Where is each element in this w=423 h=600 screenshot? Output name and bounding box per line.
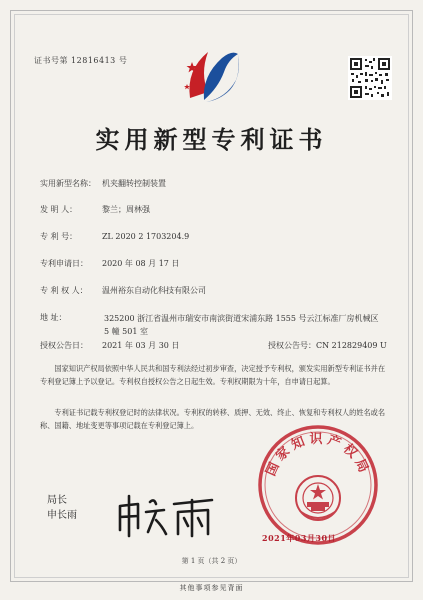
legal-status-paragraph: 专利证书记载专利权登记时的法律状况。专利权的转移、质押、无效、终止、恢复和专利权人的姓名或名称、国籍、地址变更等事项记载在专利登记簿上。 [40,408,386,430]
handwritten-signature [112,490,222,540]
official-seal [253,420,383,550]
cnipa-logo-icon [178,40,244,106]
inventor-row: 发 明 人： 黎兰；周林强 [40,205,150,214]
signatory-name: 申长雨 [47,510,77,521]
page-number: 第 1 页（共 2 页） [181,557,242,565]
signatory-title: 局长 [47,495,67,506]
qr-code-icon [348,56,392,100]
grant-statement-paragraph: 国家知识产权局依照中华人民共和国专利法经过初步审查，决定授予专利权，颁发实用新型专利证书并在专利登记簿上予以登记。专利权自授权公告之日起生效。专利权期限为十年，自申请日起算。 [40,364,386,386]
filing-date-row: 专利申请日： 2020 年 08 月 17 日 [40,259,180,268]
footer-note: 其他事项参见背面 [179,584,244,592]
national-emblem-icon [296,476,340,520]
patent-number-row: 专 利 号： ZL 2020 2 1703204.9 [40,232,190,241]
patent-holder-row: 专 利 权 人： 温州裕东自动化科技有限公司 [40,286,206,295]
utility-model-name-row: 实用新型名称： 机夹翻转控制装置 [40,179,166,188]
announcement-number-row: 授权公告号：CN 212829409 U [268,341,387,350]
announcement-date-row: 授权公告日： 2021 年 03 月 30 日 [40,341,180,350]
certificate-number: 证书号第 12816413 号 [34,56,128,65]
seal-text: 国家知识产权局 [263,432,373,479]
signatory-block [47,493,77,523]
svg-text:国家知识产权局 [263,431,373,478]
certificate-title: 实用新型专利证书 [95,125,328,154]
certificate-page: 证书号第 12816413 号 实用新型专利证书 实用新型名称： 机夹翻转控制装置 发 明 人： 黎兰；周林强 专 利 号： ZL 2020 2 1703204.9 专利申请日： 2020 年 08 月 17 日 专 利 权 人： 温州裕东自动化科技有限公司 地 址： 325200 浙江省温州市瑞安市南滨街道宋浦东路 1555 号云江标准厂房机械区 5 幢 501 室 授权公告日： 2021 年 03 月 30 日 授权公告号：CN 212829409 U 国家知识产权局依照中华人民共和国专利法经过初步审查，决定授予专利权，颁发实用新型专利证书并在专利登记簿上予以登记。专利权自授权公告之日起生效。专利权期限为十年，自申请日起算。 专利证书记载专利权登记时的法律状况。专利权的转移、质押、无效、终止、恢复和专利权人的姓名或名称、国籍、地址变更等事项记载在专利登记簿上。 局长 申长雨 国家知识产权局 2021年03月30日 第 1 页（共 2 页） 其他事项参见背面 [0,0,423,600]
seal-date: 2021年03月30日 [262,533,337,543]
